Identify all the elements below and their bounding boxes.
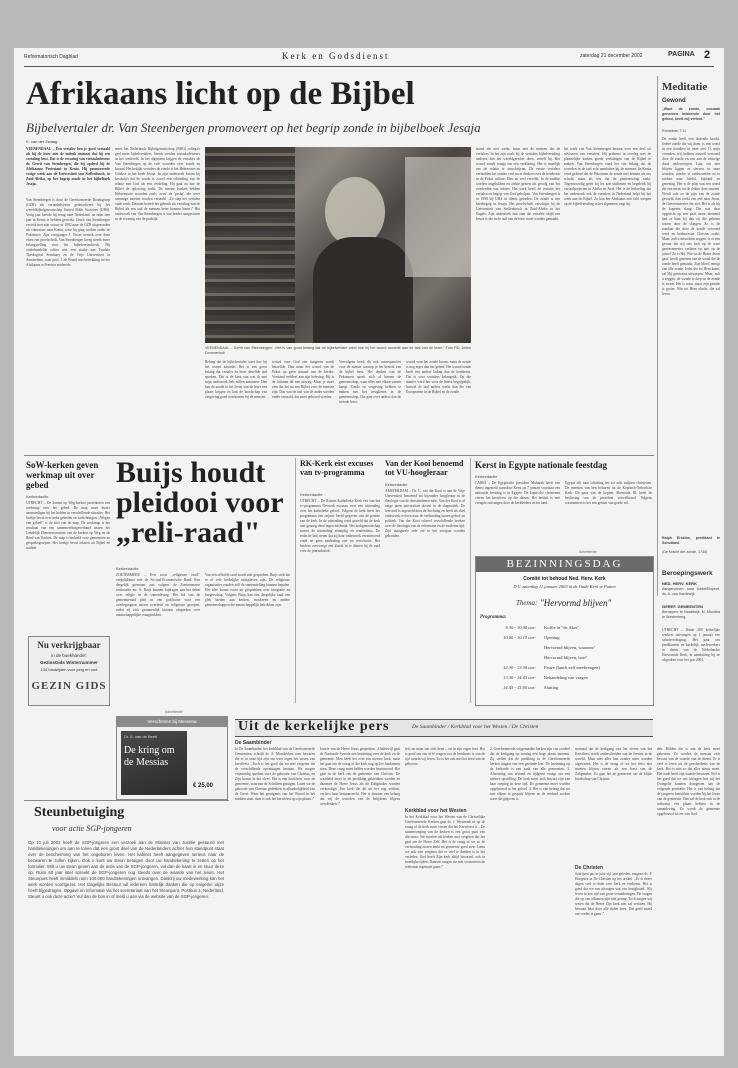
paper-name: Reformatorisch Dagblad: [24, 54, 78, 60]
vanderkooi-category: Kerkredactie: [385, 482, 408, 487]
lead-col-5: Vervolgens beeft dit ook consequenties voor de manier waarop je het bericht van de bijbel leest. Het denken van de Pokotmen speelt zich af binnen de gemeenschap, waar alles met elkaar samen hangt. Zonde en vergeving hebben te maken met het terugkeren in de gemeenschap. Dat gaat over anders dan de tweede lezer.: [339, 360, 401, 404]
lead-byline: K. van der Zwaag: [26, 139, 58, 144]
page-label: PAGINA: [668, 51, 695, 58]
rk-category: Kerkredactie: [300, 492, 323, 497]
messias-author: Dr. A. van de Beek: [124, 734, 158, 739]
sow-category: Kerkredactie: [26, 494, 49, 499]
lead-col-4: woord voor God een fungeren wordt hetzelfde. Dan maar het woord van de Pokot op geen afstand van de herder. Verstand verbleef aan zijn beleving. Hij is de lichaam dit een uitweg. Maar je moet zien dat het nu een Bijbel voor de mensen zijn. Dus van de taal van de ander werden onder vertaald, dat moet gehoord worden.: [272, 360, 334, 399]
bezinning-org: Comité tot behoud Ned. Herv. Kerk: [523, 576, 606, 582]
buijs-category: Kerkredactie: [116, 566, 139, 571]
meditatie-signature: Ralph Erskine, predikant te Schotland: [662, 536, 720, 545]
program-row: 10.00 - 10.15 uur: Opening: [503, 635, 560, 640]
program-row: 13.30 - 14.45 uur: Behandeling van vragen: [503, 675, 588, 680]
rk-text: UTRECHT – De Rooms-Katholieke Kerk eist van het tv-programma Netwerk excuses voor een uitzending over het katholieke geloof. Volgens de kerk heeft het programma een onjuist beeld gegeven van de positie van de kerk. In de uitzending werd gesteld dat de kerk niet genoeg deed tegen misbruik. Het kerkgenootschap noemt de uitzending eenzijdig en tendentieus. De redactie laat weten dat zij haar onderzoek verantwoord vindt en geen aanleiding ziet tot rectificatie. Het bisdom overweegt een klacht in te dienen bij de raad voor de journalistiek.: [300, 499, 380, 553]
meditatie-quote: „Want de zonde, oorzaak genomen hebbende door het gebod, heeft mij verleid.": [662, 107, 720, 121]
messias-title-2: de Messias: [124, 757, 169, 768]
lead-photo-credit: Foto RD, Anton Dommerholt: [205, 346, 471, 355]
pers-col-6: den. Bidden die is aan de kerk moet gebeuren. Zo worden de mensen zich bewust van de waarde van de dienst. Er is veel te leren uit de geschiedenis van de kerk. Het is niet zo dat alles nieuw moet. Het oude heeft zijn waarde bewezen. Wel is het goed dat we ons afvragen hoe wij het Evangelie kunnen doorgeven aan de volgende generatie. Het is van belang dat de jongeren betrokken worden bij het leven van de gemeente. Dan zal de kerk ook in de toekomst een plaats hebben in de samenleving. Zo wordt de gemeente opgebouwd tot eer van God.: [657, 747, 720, 816]
lead-col-1: Van Steenbergen is door de Gereformeerde Bondsgroep (GZB) als vertaaladviseur gedetacheerd bij het wereldbijbelgenootschap United Bible Societies (UBS). Vorig jaar keerde hij terug naar Nederland, na ruim tien jaar in Kenia te hebben gewerkt. Gerrit van Steenbergen vertrok met zijn vrouw in 1992 naar de GZB uitgezonden als vaktrainer naar Kenia, waar hij ging werken onder de Pokotmen. Zijn voorganger J. Visser vertrok over deze eisen een proefschrift. Van Steenbergen kreeg steeds meer belangstelling voor het bijbelvertaalwerk. Hij onderhandelde echter met een studie aan Tyndale Theological Seminary en de Vrije Universiteit in Amsterdam, waar prof. J. de Waard met betrekking tot het Afrikaans te Pretoria studeerde.: [26, 198, 110, 267]
beroepings-section-2: GEREF. GEMEENTEN: [662, 604, 703, 609]
pers-saambinder: De Saambinder: [235, 740, 272, 746]
lead-col-8: het werk van Van Steenbergen bestaat voor een deel uit adviseren van vertalers. Hij probeert in overleg met de plaatselijke kerken goede vertalingen van de Bijbel te maken. Van Steenbergen vond het van belang dat de woorden in de taal echt aansluiten bij de mensen. In Kenia werd geleerd dat de Pokotmen de zonde niet kennen als een schuld, maar als iets dat de gemeenschap raakt. Tegenwoordig geeft hij les aan studenten en begeleidt hij vertaalprojecten in Afrika en Azië. Het is de bedoeling dat het onderzoek ook de vertalers in Nederland helpt bij het werk aan de Bijbel. Zo kan het Afrikaans een licht werpen op de bijbelvertaling in het algemeen, zegt hij.: [564, 147, 651, 206]
buijs-headline-1: Buijs houdt: [116, 456, 266, 489]
sow-headline: SoW-kerken geven werkmap uit over gebed: [26, 460, 99, 490]
pers-col-4: 2. Gereformeerde vrijgemaakte kerken zijn van oordeel dat de kerkgang op zondag een hoge plaats inneemt. Zij stellen dat de prediking in de Gereformeerde kerken uitgaat van een gezonde leer. De bezinning op de kerkorde is een zaak van alle gemeenten. 3. Afwenting van afstand en tijdgeest vraagt om een nieuwe opstelling. De kerk moet zich bewust zijn van haar roeping in deze tijd. De gemeente moet worden opgebouwd in het geloof. 4. Het is van belang dat we met elkaar in gesprek blijven en de eenheid zoeken waar die gegeven is.: [490, 747, 570, 801]
rk-headline: RK-Kerk eist excuses van tv-programma: [300, 459, 374, 477]
buijs-col-1: ZOETERMEER – Een soort „religieuze raad\" vergelijkbaar met de Sociaal-Economische Raad. Een dergelijk gremium zou volgens de Zoetermeerse wethouder mr. A. Buijs kunnen bijdragen aan het debat over religie in de samenleving. Het lid van de gemeenteraad pleit in een publicatie voor een overlegorgaan tussen overheid en religieuze groepen, zodat zij zich gezamenlijk kunnen uitspreken over maatschappelijke vraagstukken.: [116, 573, 200, 617]
pers-col-3a: leit, nu maar om zich heen – en in zijn eigen hart. Het is goed om ons af te vragen wat de betekenis is van de tijd waarin wij leven. Zo is het ook met het feest van de geboorte.: [405, 747, 485, 766]
verkrijgbaar-line-2: GezinsGids Winternummer: [40, 660, 98, 665]
pers-col-5a: normaal dat de kerkgang van het vieren van het Kerstfeest wordt onderscheiden van de feesten in de wereld. Maar niet alles kan zonder meer worden afgewezen. Het is de vraag of we het feest niet moeten blijven vieren als een feest van de Zaligmaker. Zo gaat het de gemeente om de blijde boodschap van Christus.: [575, 747, 652, 781]
kerst-col-1: CAIRO – De Egyptische president Mubarak heeft een dienst ingesteld waardoor Kerst op 7 januari voortaan een nationale feestdag is in Egypte. De koptische christenen vieren het kerstfeest op die datum. Het besluit is met vreugde ontvangen door de kerkleiders in het land.: [475, 481, 560, 505]
messias-tag: Verschenen bij Messena: [147, 719, 197, 724]
lead-col-3: Belang dat de bijbelvertaler weet hoe hij het woord aanreikt. Het is van groot belang dat vertaler en lezer dezelfde taal spreken. Dat is de kern van wat ik met mijn onderzoek heb willen aantonen. Dan kan de zonde in het leven van de lezer een plaats krijgen en kan de boodschap van vergeving goed overkomen bij de mensen.: [205, 360, 267, 399]
section-title: Kerk en Godsdienst: [282, 51, 390, 61]
pers-sources: De Saambinder / Kerkblad voor het Westen / De Christen: [412, 724, 539, 730]
vanderkooi-text: AMSTERDAM – Dr. C. van der Kooi is aan de Vrije Universiteit benoemd tot bijzonder hoogleraar in de theologie van de christendemocratie. Van der Kooi is al enige jaren universitair docent in de dogmatiek. De leerstoel is ingesteld door de Stichting en heeft als doel onderzoek te doen naar de verhouding tussen geloof en politiek. Van der Kooi schreef verschillende boeken over de theologie van de reformatie en de moderne tijd. Zijn inaugurele rede zal in het voorjaar worden gehouden.: [385, 489, 465, 538]
bezinning-program-label: Programma:: [480, 615, 507, 620]
kerst-category: Kerkredactie: [475, 474, 498, 479]
pers-kerkblad: Kerkblad voor het Westen: [405, 808, 467, 814]
pers-col-1: In De Saambinder, het kerkblad van de Gereformeerde Gemeenten, schrijft ds. A. Moerkerken over bewaren die er in onze tijd zijn om weer tegen het vieren van kerstfeest. „Toch is het goed dat we niet vergeten dat de verschillende opvattingen bestaan. We mogen vrijmoedig spreken over de geboorte van Christus, en Zijn komst in het vlees. Het is een kerstfeest voor de gemeente, waarvan de Schriften getuigen. Laten we de geboorte van Christus gedenken in afhankelijkheid van de Geest. Waar het getuigenis van het Woord in het midden staat, daar is ook het kerstfeest op zijn plaats.\": [235, 747, 315, 801]
buijs-col-2: Van een officiële raad wordt niet gesproken. Buijs stelt dat er al vele kerkelijke initiatieven zijn. De religieuze organisaties zouden zelf de samenstelling kunnen bepalen. Het idee kwam voort uit gesprekken over integratie en burgerschap. Volgens Buijs kan een dergelijke raad een plek bieden aan kerken, moskeeën en andere gemeenschappen die maatschappelijk betrokken zijn.: [205, 573, 290, 607]
pers-col-3b: In het Kerkblad voor het Westen van de Christelijke Gereformeerde Kerken gaat ds. J. Westerink in op de vraag of de kerk moet vieren dat het Kerstfeest is. „De samenvoeging van de kerken is een groot punt van discussie. We moeten als kerken niet vergeten dat het gaat om de Heere Zelf. Het is de vraag of we zo de verhouding tussen ambt en gemeente goed zien. Laten we ook niet vergeten dat er veel te danken is in het verleden. God heeft Zijn kerk altijd bewaard, ook in moeilijke tijden. Daarom mogen we met vertrouwen de toekomst tegemoet gaan.\": [405, 815, 485, 869]
meditatie-divider: [657, 76, 658, 596]
lead-subhead: Bijbelvertaler dr. Van Steenbergen promoveert op het begrip zonde in bijbelboek Jesaja: [26, 120, 481, 135]
meditatie-text: De zonde heeft een dodende kracht. Iedere zonde die wij doen, is een wond in een doodkist in onze ziel. O, mijn vrienden, wij hebben onszelf verwond door de zonde en ons aan de eeuwige dood onderworpen. Laat ons niet blijven liggen er sterven in onze wonden, zonder te onderzoeken en te zoeken naar heelal, bijstand en genezing. Het is de plijs van een wond die een mens tot de dokter doet omzien. Wordt ook zo de pijn van de zonde gevoeld, dan zoekt een ziel naar Jezus, de Geneesmeester der ziel. Het is als bij de koperen slang. Die was daar opgericht op een paal, maar niemand had er baat bij dan zij die gebeten waren door de slangen. Zo is de zondaar die door de zonde verwond werd en heelmeester Christus zoekt. Maar, zult u misschien zeggen, is er een gevaar dat wij ons toch op de ware geneesmeester verlaten en niet op de juiste? Zo is Hij. Wie tot de Heere Jezus gaat, wordt genezen van de wond die de zonde heeft gemaakt. Zijn bloed reinigt van alle zonde. Ieder die tot Hem komt, zal Hij geenszins uitwerpen. Maar, zult u zeggen, de wonde is diep en de zonde is zwaar. Het is waar, maar zijn genade is groter. Wie tot Hem vlucht, die zal leven.: [662, 137, 720, 296]
bezinning-title: BEZINNINGSDAG: [506, 558, 623, 570]
meditatie-subtitle: Gewond: [662, 98, 686, 104]
program-row: Hervormd blijven, hoe?: [544, 655, 587, 660]
bezinning-program: [480, 625, 650, 695]
messias-ad: [116, 716, 228, 800]
verkrijgbaar-title: Nu verkrijgbaar: [37, 640, 101, 650]
steunbetuiging-title: Steunbetuiging: [34, 805, 125, 820]
kerst-divider: [470, 458, 471, 703]
meditatie-title: Meditatie: [662, 81, 708, 93]
messias-title-1: De kring om: [124, 745, 175, 756]
bezinning-when: D.V. zaterdag 11 januari 2003 in de Oude Kerk te Putten: [513, 584, 616, 589]
lead-col-6: woord voor het zonde kwam, maar de zonde is nog erger dan het gebod. Het woord zonde heeft een andere lading dan de betekenis. Dat is voor vertalers belangrijk. Op die manier werd het voor de lezers begrijpelijk, hoewel de taal anders werkt dan die van Europeanen in de Bijbel en de zonde.: [406, 360, 471, 394]
beroepings-note: UTRECHT – Ruim 200 kerkelijke werkers ontvangen op 1 januari een salarisverhoging. Het gaat om predikanten en kerkelijk medewerkers in dienst van de Nederlandse Hervormde Kerk, in aansluiting bij de afspraken voor het jaar 2003.: [662, 628, 720, 662]
beroepings-section-1: NED. HERV. KERK: [662, 581, 697, 586]
verkrijgbaar-ad: [28, 636, 110, 706]
meditatie-ref: Romeinen 7:11: [662, 129, 687, 133]
rk-divider: [295, 458, 296, 703]
bezinning-ad: [475, 556, 654, 706]
bezinning-theme-label: Thema:: [516, 599, 538, 607]
pers-col-5b: Schrijven pas in juist vijf jaar geleden, reageert ds. P. Hoogstra in De Christen op het artikel. „Er is dezer dagen veel te doen over kerk en eredienst. Het is goed dat we ons afvragen wat ons bezighoudt. Wij leven in een tijd van grote veranderingen. De vragen die op ons afkomen zijn niet gering. Toch mogen wij weten dat de Heere Zijn kerk niet zal verlaten. Hij bewaart haar door alle tijden heen. Dat geeft moed om verder te gaan.\": [575, 872, 652, 916]
kerst-col-2: Egypte telt naar schatting zes tot acht miljoen christenen. De meesten van hen behoren tot de Koptisch-Orthodoxe Kerk. De paus van de kopten, Shenouda III, heeft de beslissing van de president verwelkomd. Volgens waarnemers is het een gebaar van goede wil.: [565, 481, 652, 505]
lead-col-7: mond die niet werkt, maar met de mensen die de vertalers. In het zijn zoals bij de vertalers bijbelvertaling anderen dan het wereldgerichte doen, vertelt hij. Het woord zonde vraagt om een verklaring. Het is moeilijk om de relatie te omschrijven. De eerste vertalers vertaalden het zonder veel na te denken over de betekenis in de Pokot cultuur. Hier zit veel verschil. In de traditie worden ongelukken en ziekte gezien als gevolg van het overtreden van taboes. Het werk heeft de vertaler het vertalen en begrip van God geholpen. Van Steenbergen is in 1998 bij UBS in dienst getreden. De zonde is een kernbegrip in Jesaja. Het proefschrift verschijnt bij de Universiteit van Stellenbosch in Zuid-Afrika in het Engels. Zijn onderzoek laat zien dat vertalen altijd een keuze is die in de taal van de lezer moet worden gemaakt.: [476, 147, 560, 221]
messias-price: € 25,00: [193, 783, 214, 789]
messias-ad-tag-small: Advertentie: [165, 710, 183, 714]
beroepings-text-1: Aangenomen: naar Uddel/Elspeet, ds. A. van Hardewijk.: [662, 587, 720, 596]
program-row: 9.30 - 10.00 uur: Koffie in "de Aker": [505, 625, 580, 630]
gezinsgids-logo: GEZIN GIDS: [31, 680, 107, 692]
header-rule: [24, 66, 714, 67]
vanderkooi-headline: Van der Kooi benoemd tot VU-hoogleraar: [385, 459, 464, 477]
lead-photo: [205, 147, 471, 343]
buijs-headline-3: „reli-raad": [116, 516, 261, 549]
verkrijgbaar-line-1: in de boekhandel:: [51, 653, 87, 658]
bezinning-theme: "Hervormd blijven": [540, 598, 612, 608]
newspaper-page: [14, 48, 724, 1056]
bezinning-ad-tag: Advertentie: [579, 550, 597, 554]
program-row: 14.45 - 15.00 uur: Sluiting: [503, 685, 559, 690]
pers-col-2: boorte van de Heere Jezus gesproken. „Onderwijl gaat de Nationale Synode een bezinning over de kerk en de gemeente. Men heeft het over een nieuwe kerk, maar het gaat om de vraag of die kerk nog op het fundament staat. Deze vraag moet helder worden beantwoord. Het gaat in de kerk om de gemeente van Christus. De waarheid moet in de prediking geklonken worden en daarmee de Heere Jezus als de Zaligmaker worden verkondigd. Een kerk die dit uit het oog verliest, verliest haar bestaansrecht. Het is daarom van belang dat wij de woorden van de belijdenis blijven overdenken.\": [320, 747, 400, 806]
pers-christen: De Christen: [575, 865, 604, 871]
beroepings-title: Beroepingswerk: [662, 570, 713, 577]
messias-cover: [121, 731, 187, 795]
program-row: 12.30 - 13.30 uur: Pauze (lunch zelf meebrengen): [503, 665, 600, 670]
beroepings-text-2: Beroepen: te Naaldwijk, M. Mondria te Westenberg.: [662, 610, 720, 619]
meditatie-signature-note: (De Kracht der zonde, 1740): [662, 550, 708, 554]
pers-title: Uit de kerkelijke pers: [238, 719, 390, 734]
lead-col-2: mees het Nederlands Bijbelgenootschap (NBG) collega's geel meer bijbelvertalers. Steeds werden vertaaladviseurs in het werkveld. In het algemeen krijgen de vertalers de Van Steenbergen op de vele woorden over zonde en kwaad. Het bekijkt vertalers de zonde is het Hebreeuws en Griekse in het boek Jesaja. In zijn onderzoek kwam hij beschrijft dat de zonde is zowel een schending van de relatie met God als een verdeling. Hij gaat na hoe de Bijbel de oplossing zoekt. De meeste boeken hebben Hebreeuwse woorden zoals 'avon' en 'pesha', die weer sommige moeten worden vertaald. „Zo slap het vertalen oude werk. Daarom betreft het gebruik als vertaling van de Bijbel als een taal de mensen beter kunnen lezen.\" Het onderzoek van Van Steenbergen is wat breder aangestoten in de ervaring van de praktijk.: [115, 147, 200, 221]
page-number: 2: [704, 49, 711, 61]
steunbetuiging-text: Op 10 juli 2002 heeft de SGP-jongeren een verzoek aan de Minister van Justitie gestuurd met handtekeningen om aan te tonen dat een groot deel van de Nederlanders achter hun standpunt staat over de bescherming van het ongeboren leven. Het kabinet heeft aangegeven serieus naar de bezwaren te zullen kijken. Ook u kunt uw steun betuigen door uw handtekening te zetten op het formulier. Wilt u uw steun geven aan de actie van de SGP-jongeren, vul dan de kaart in en stuur deze op. Ruim 60 jaar later spreekt de SGP-jongeren nog steeds over de waarde van het leven. Het Steunpunt heeft inmiddels ruim 100.000 handtekeningen ontvangen. Dankzij uw medewerking kan het werk worden voortgezet. Het Dagelijks Bestuur wil iedereen hartelijk danken die op enigerlei wijze heeft bijgedragen. Opgave en informatie via het secretariaat van het Steunpunt, Postbus 1, Nederland. Steunt u ook deze actie? Vul dan de bon in of meld u aan via de website van de SGP-jongeren.: [28, 840, 224, 899]
lead-intro: VEENENDAAL – Een vertaler ben je goed vertaald als bij de lezer niet de indruk ontstaat dat hij een vertaling leest. Dat is de ervaring van vertaaladviseur dr. Gerrit van Steenbergen, die bij opdeed bij de Afrikaanse Protestant in Kenia. Hij promoveerde vorige week aan de Universiteit van Stellenbosch, in Zuid-Afrika, op het begrip zonde in het bijbelboek Jesaja.: [26, 147, 110, 186]
page-date: zaterdag 21 december 2002: [580, 53, 643, 59]
program-row: Hervormd blijven, waarom?: [544, 645, 595, 650]
steunbetuiging-subtitle: voor actie SGP-jongeren: [52, 824, 132, 833]
lead-photo-caption: VEENENDAAL – Gerrit van Steenbergen: „Het is van groot belang dat de bijbelvertaler weet hoe hij het woord aanreikt aan de taal van de lezer." Foto RD, Anton Dommerholt: [205, 346, 471, 355]
steun-rule: [24, 800, 229, 801]
sow-text: UTRECHT – De Samen op Weg-kerken presenteren een werkmap over het gebed. De map moet lezers aanmoedigen bij het bidden in verschillende situaties. Het boekje bevat een reeks gebeden en toelichtingen. „Wegen van gebed\" is de titel van de map. De werkmap is het resultaat van een samenwerkingsverband tussen het Landelijk Dienstencentrum van de kerken op Weg en de Raad van Kerken. De map is bedoeld voor gemeenten en gespreksgroepen. Het boekje bevat teksten uit Bijbel en traditie.: [26, 501, 110, 550]
verkrijgbaar-line-3: 134 bladzijden voor jong en oud: [40, 667, 98, 672]
kerst-headline: Kerst in Egypte nationale feestdag: [475, 460, 607, 470]
lead-headline: Afrikaans licht op de Bijbel: [26, 76, 415, 112]
buijs-headline-2: pleidooi voor: [116, 486, 284, 519]
